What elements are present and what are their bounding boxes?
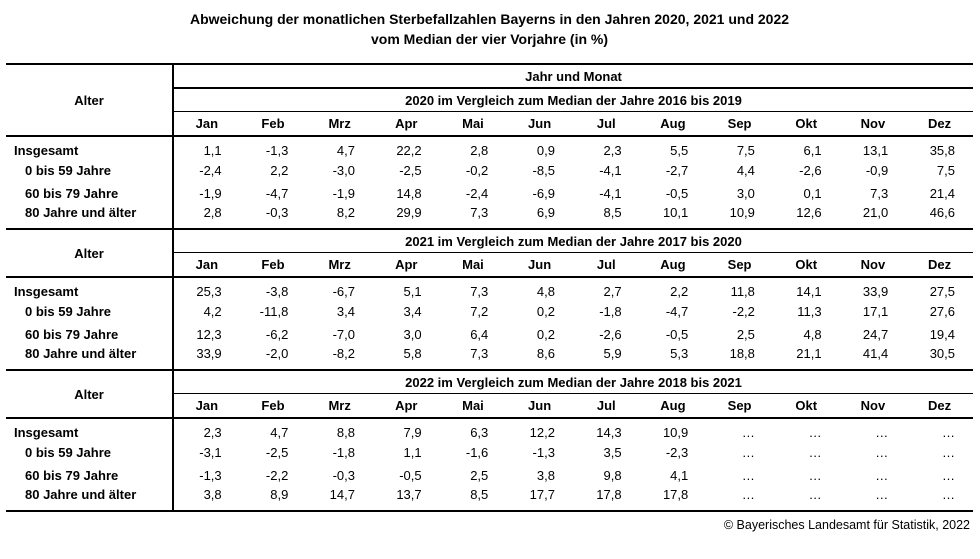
value-cell: 7,5: [736, 142, 755, 158]
month-header: Sep: [706, 253, 773, 278]
value-cell: 21,1: [796, 346, 822, 361]
value-cell: 4,7: [270, 424, 289, 440]
value-cell: 7,5: [936, 163, 955, 178]
month-header: Feb: [240, 253, 307, 278]
value-cell: 9,8: [603, 468, 622, 483]
value-cell: -2,5: [265, 445, 289, 460]
section-subtitle: 2021 im Vergleich zum Median der Jahre 2017 bis 2020: [173, 230, 973, 253]
value-cell: -2,6: [599, 327, 622, 342]
month-header: Nov: [840, 253, 907, 278]
value-cell: …: [808, 424, 822, 440]
value-cell: …: [875, 487, 889, 502]
value-cell: 8,9: [270, 487, 289, 502]
value-cell: 4,8: [803, 327, 822, 342]
value-cell: -6,9: [532, 186, 555, 201]
value-cell: 6,1: [803, 142, 822, 158]
table-row: [6, 300, 973, 323]
value-cell: -6,7: [332, 283, 355, 299]
table-row: [6, 487, 973, 511]
age-group-label: Insgesamt: [6, 418, 173, 441]
value-cell: -7,0: [332, 327, 355, 342]
value-cell: 4,8: [536, 283, 555, 299]
month-header: Aug: [640, 394, 707, 419]
month-header: Nov: [840, 394, 907, 419]
table-row: [6, 205, 973, 229]
value-cell: -2,2: [732, 304, 755, 319]
value-cell: …: [741, 487, 755, 502]
value-cell: -0,3: [332, 468, 355, 483]
value-cell: -1,9: [199, 186, 222, 201]
month-header: Mrz: [306, 112, 373, 137]
value-cell: 2,2: [270, 163, 289, 178]
value-cell: 7,3: [470, 205, 489, 220]
value-cell: 3,4: [336, 304, 355, 319]
table-row: [6, 441, 973, 464]
value-cell: -8,5: [532, 163, 555, 178]
month-header: Apr: [373, 394, 440, 419]
month-header: Mai: [440, 394, 507, 419]
month-header: Dez: [906, 394, 973, 419]
value-cell: 17,1: [862, 304, 889, 319]
month-header: Dez: [906, 112, 973, 137]
table-row: [6, 418, 973, 441]
value-cell: -4,1: [599, 186, 622, 201]
subtitle-row: [6, 371, 973, 394]
value-cell: 8,5: [470, 487, 489, 502]
value-cell: 1,1: [403, 445, 422, 460]
value-cell: 2,5: [736, 327, 755, 342]
value-cell: -4,1: [599, 163, 622, 178]
value-cell: 8,6: [536, 346, 555, 361]
table-header: [6, 230, 973, 277]
value-cell: 1,1: [203, 142, 222, 158]
value-cell: -0,9: [865, 163, 889, 178]
value-cell: 13,1: [862, 142, 889, 158]
value-cell: 7,3: [870, 186, 889, 201]
value-cell: -11,8: [259, 304, 289, 319]
value-cell: 4,2: [203, 304, 222, 319]
value-cell: 35,8: [929, 142, 955, 158]
age-group-label: 80 Jahre und älter: [6, 205, 173, 229]
value-cell: -2,6: [799, 163, 822, 178]
value-cell: -1,8: [599, 304, 622, 319]
month-header: Aug: [640, 112, 707, 137]
value-cell: 14,8: [396, 186, 422, 201]
value-cell: 11,3: [797, 304, 822, 319]
value-cell: -2,0: [265, 346, 289, 361]
value-cell: 10,9: [729, 205, 755, 220]
value-cell: 2,8: [470, 142, 489, 158]
value-cell: …: [741, 445, 755, 460]
value-cell: 8,8: [336, 424, 355, 440]
value-cell: -2,7: [665, 163, 689, 178]
value-cell: 10,9: [662, 424, 689, 440]
age-group-label: Insgesamt: [6, 277, 173, 300]
month-header: Nov: [840, 112, 907, 137]
value-cell: 5,1: [403, 283, 422, 299]
value-cell: 6,3: [470, 424, 489, 440]
value-cell: …: [808, 487, 822, 502]
month-header: Mrz: [306, 253, 373, 278]
value-cell: 8,2: [336, 205, 355, 220]
value-cell: 5,5: [670, 142, 689, 158]
table-row: [6, 323, 973, 346]
table-header: [6, 371, 973, 418]
value-cell: 0,2: [536, 327, 555, 342]
age-column-header: Alter: [6, 371, 173, 418]
month-header: Jul: [573, 394, 640, 419]
value-cell: …: [875, 445, 889, 460]
value-cell: 10,1: [662, 205, 689, 220]
table-body: [6, 277, 973, 370]
value-cell: 3,8: [536, 468, 555, 483]
value-cell: -3,0: [332, 163, 355, 178]
value-cell: …: [942, 445, 955, 460]
age-group-label: 60 bis 79 Jahre: [6, 182, 173, 205]
age-group-label: 0 bis 59 Jahre: [6, 441, 173, 464]
value-cell: 14,7: [329, 487, 355, 502]
table-row: [6, 464, 973, 487]
month-header: Dez: [906, 253, 973, 278]
page-title-line2: vom Median der vier Vorjahre (in %): [370, 31, 609, 47]
copyright-note: © Bayerisches Landesamt für Statistik, 2022: [723, 518, 970, 532]
value-cell: 5,8: [403, 346, 422, 361]
month-header: Jun: [506, 112, 573, 137]
month-header: Jul: [573, 253, 640, 278]
value-cell: 4,1: [670, 468, 689, 483]
value-cell: -0,5: [399, 468, 422, 483]
month-header: Sep: [706, 394, 773, 419]
value-cell: 3,4: [403, 304, 422, 319]
month-header: Jan: [173, 112, 240, 137]
value-cell: 2,3: [203, 424, 222, 440]
month-header: Okt: [773, 112, 840, 137]
table-header: [6, 64, 973, 136]
age-group-label: Insgesamt: [6, 136, 173, 159]
table-row: [6, 277, 973, 300]
value-cell: 27,6: [929, 304, 955, 319]
value-cell: 19,4: [929, 327, 955, 342]
value-cell: 41,4: [862, 346, 889, 361]
value-cell: 22,2: [396, 142, 422, 158]
value-cell: 4,4: [736, 163, 755, 178]
value-cell: 12,6: [796, 205, 822, 220]
table-body: [6, 418, 973, 511]
month-header: Feb: [240, 394, 307, 419]
deviation-table: [6, 230, 973, 371]
value-cell: -0,5: [665, 186, 689, 201]
month-header: Okt: [773, 253, 840, 278]
age-column-header: Alter: [6, 64, 173, 136]
month-header: Feb: [240, 112, 307, 137]
value-cell: 33,9: [196, 346, 222, 361]
value-cell: -3,8: [265, 283, 289, 299]
value-cell: …: [741, 468, 755, 483]
value-cell: 2,3: [603, 142, 622, 158]
year-month-label: Jahr und Monat: [173, 64, 973, 88]
age-group-label: 80 Jahre und älter: [6, 346, 173, 370]
value-cell: …: [942, 424, 955, 440]
value-cell: …: [808, 445, 822, 460]
value-cell: -0,3: [265, 205, 289, 220]
value-cell: 3,5: [603, 445, 622, 460]
value-cell: 17,8: [662, 487, 689, 502]
page-title-line1: Abweichung der monatlichen Sterbefallzahlen Bayerns in den Jahren 2020, 2021 und 2022: [189, 11, 790, 27]
month-header: Mai: [440, 253, 507, 278]
value-cell: -0,5: [665, 327, 689, 342]
value-cell: -4,7: [265, 186, 289, 201]
value-cell: -1,3: [532, 445, 555, 460]
value-cell: 17,7: [529, 487, 555, 502]
value-cell: -2,2: [265, 468, 289, 483]
table-row: [6, 136, 973, 159]
value-cell: 0,9: [536, 142, 555, 158]
age-column-header: Alter: [6, 230, 173, 277]
month-header: Aug: [640, 253, 707, 278]
value-cell: 5,3: [670, 346, 689, 361]
value-cell: 7,3: [470, 283, 489, 299]
deviation-table: [6, 63, 973, 230]
month-header: Mai: [440, 112, 507, 137]
section-subtitle: 2020 im Vergleich zum Median der Jahre 2016 bis 2019: [173, 88, 973, 112]
month-header: Okt: [773, 394, 840, 419]
value-cell: -3,1: [199, 445, 222, 460]
value-cell: …: [942, 468, 955, 483]
month-header: Jan: [173, 394, 240, 419]
value-cell: 6,9: [536, 205, 555, 220]
value-cell: -6,2: [265, 327, 289, 342]
value-cell: 6,4: [470, 327, 489, 342]
value-cell: 27,5: [929, 283, 955, 299]
value-cell: 5,9: [603, 346, 622, 361]
value-cell: 33,9: [862, 283, 889, 299]
value-cell: 24,7: [862, 327, 889, 342]
value-cell: -1,9: [332, 186, 355, 201]
month-header: Sep: [706, 112, 773, 137]
value-cell: 7,9: [403, 424, 422, 440]
value-cell: 29,9: [396, 205, 422, 220]
table-body: [6, 136, 973, 229]
value-cell: 7,3: [470, 346, 489, 361]
value-cell: -2,4: [199, 163, 222, 178]
table-row: [6, 182, 973, 205]
value-cell: …: [942, 487, 955, 502]
section-subtitle: 2022 im Vergleich zum Median der Jahre 2018 bis 2021: [173, 371, 973, 394]
value-cell: …: [875, 424, 889, 440]
value-cell: 2,7: [603, 283, 622, 299]
value-cell: 7,2: [470, 304, 489, 319]
value-cell: -2,5: [399, 163, 422, 178]
month-header: Jun: [506, 394, 573, 419]
page-title: [6, 9, 973, 49]
value-cell: -1,6: [465, 445, 489, 460]
value-cell: -1,8: [332, 445, 355, 460]
value-cell: 3,8: [203, 487, 222, 502]
value-cell: -2,4: [465, 186, 489, 201]
value-cell: 21,0: [862, 205, 889, 220]
value-cell: -2,3: [665, 445, 689, 460]
year-month-row: [6, 64, 973, 88]
value-cell: 46,6: [929, 205, 955, 220]
value-cell: 12,3: [196, 327, 222, 342]
value-cell: 11,8: [730, 283, 755, 299]
age-group-label: 0 bis 59 Jahre: [6, 300, 173, 323]
value-cell: 12,2: [529, 424, 555, 440]
value-cell: 8,5: [603, 205, 622, 220]
value-cell: 3,0: [403, 327, 422, 342]
value-cell: 25,3: [196, 283, 222, 299]
age-group-label: 60 bis 79 Jahre: [6, 323, 173, 346]
value-cell: …: [875, 468, 889, 483]
value-cell: -1,3: [199, 468, 222, 483]
month-header: Apr: [373, 112, 440, 137]
value-cell: -4,7: [665, 304, 689, 319]
table-row: [6, 346, 973, 370]
value-cell: 13,7: [396, 487, 422, 502]
value-cell: 21,4: [929, 186, 955, 201]
table-row: [6, 159, 973, 182]
tables-container: [6, 63, 973, 512]
age-group-label: 60 bis 79 Jahre: [6, 464, 173, 487]
value-cell: …: [741, 424, 755, 440]
value-cell: -1,3: [265, 142, 289, 158]
month-header: Apr: [373, 253, 440, 278]
value-cell: -8,2: [332, 346, 355, 361]
month-header: Mrz: [306, 394, 373, 419]
value-cell: 0,2: [536, 304, 555, 319]
value-cell: 4,7: [336, 142, 355, 158]
value-cell: 3,0: [736, 186, 755, 201]
value-cell: 2,2: [670, 283, 689, 299]
value-cell: 2,8: [203, 205, 222, 220]
value-cell: 30,5: [929, 346, 955, 361]
value-cell: -0,2: [465, 163, 489, 178]
deviation-table: [6, 371, 973, 512]
value-cell: 14,1: [796, 283, 822, 299]
value-cell: 0,1: [803, 186, 822, 201]
month-header: Jul: [573, 112, 640, 137]
value-cell: 17,8: [596, 487, 622, 502]
age-group-label: 0 bis 59 Jahre: [6, 159, 173, 182]
subtitle-row: [6, 230, 973, 253]
month-header: Jan: [173, 253, 240, 278]
value-cell: 18,8: [729, 346, 755, 361]
age-group-label: 80 Jahre und älter: [6, 487, 173, 511]
value-cell: …: [808, 468, 822, 483]
value-cell: 2,5: [470, 468, 489, 483]
value-cell: 14,3: [596, 424, 622, 440]
month-header: Jun: [506, 253, 573, 278]
